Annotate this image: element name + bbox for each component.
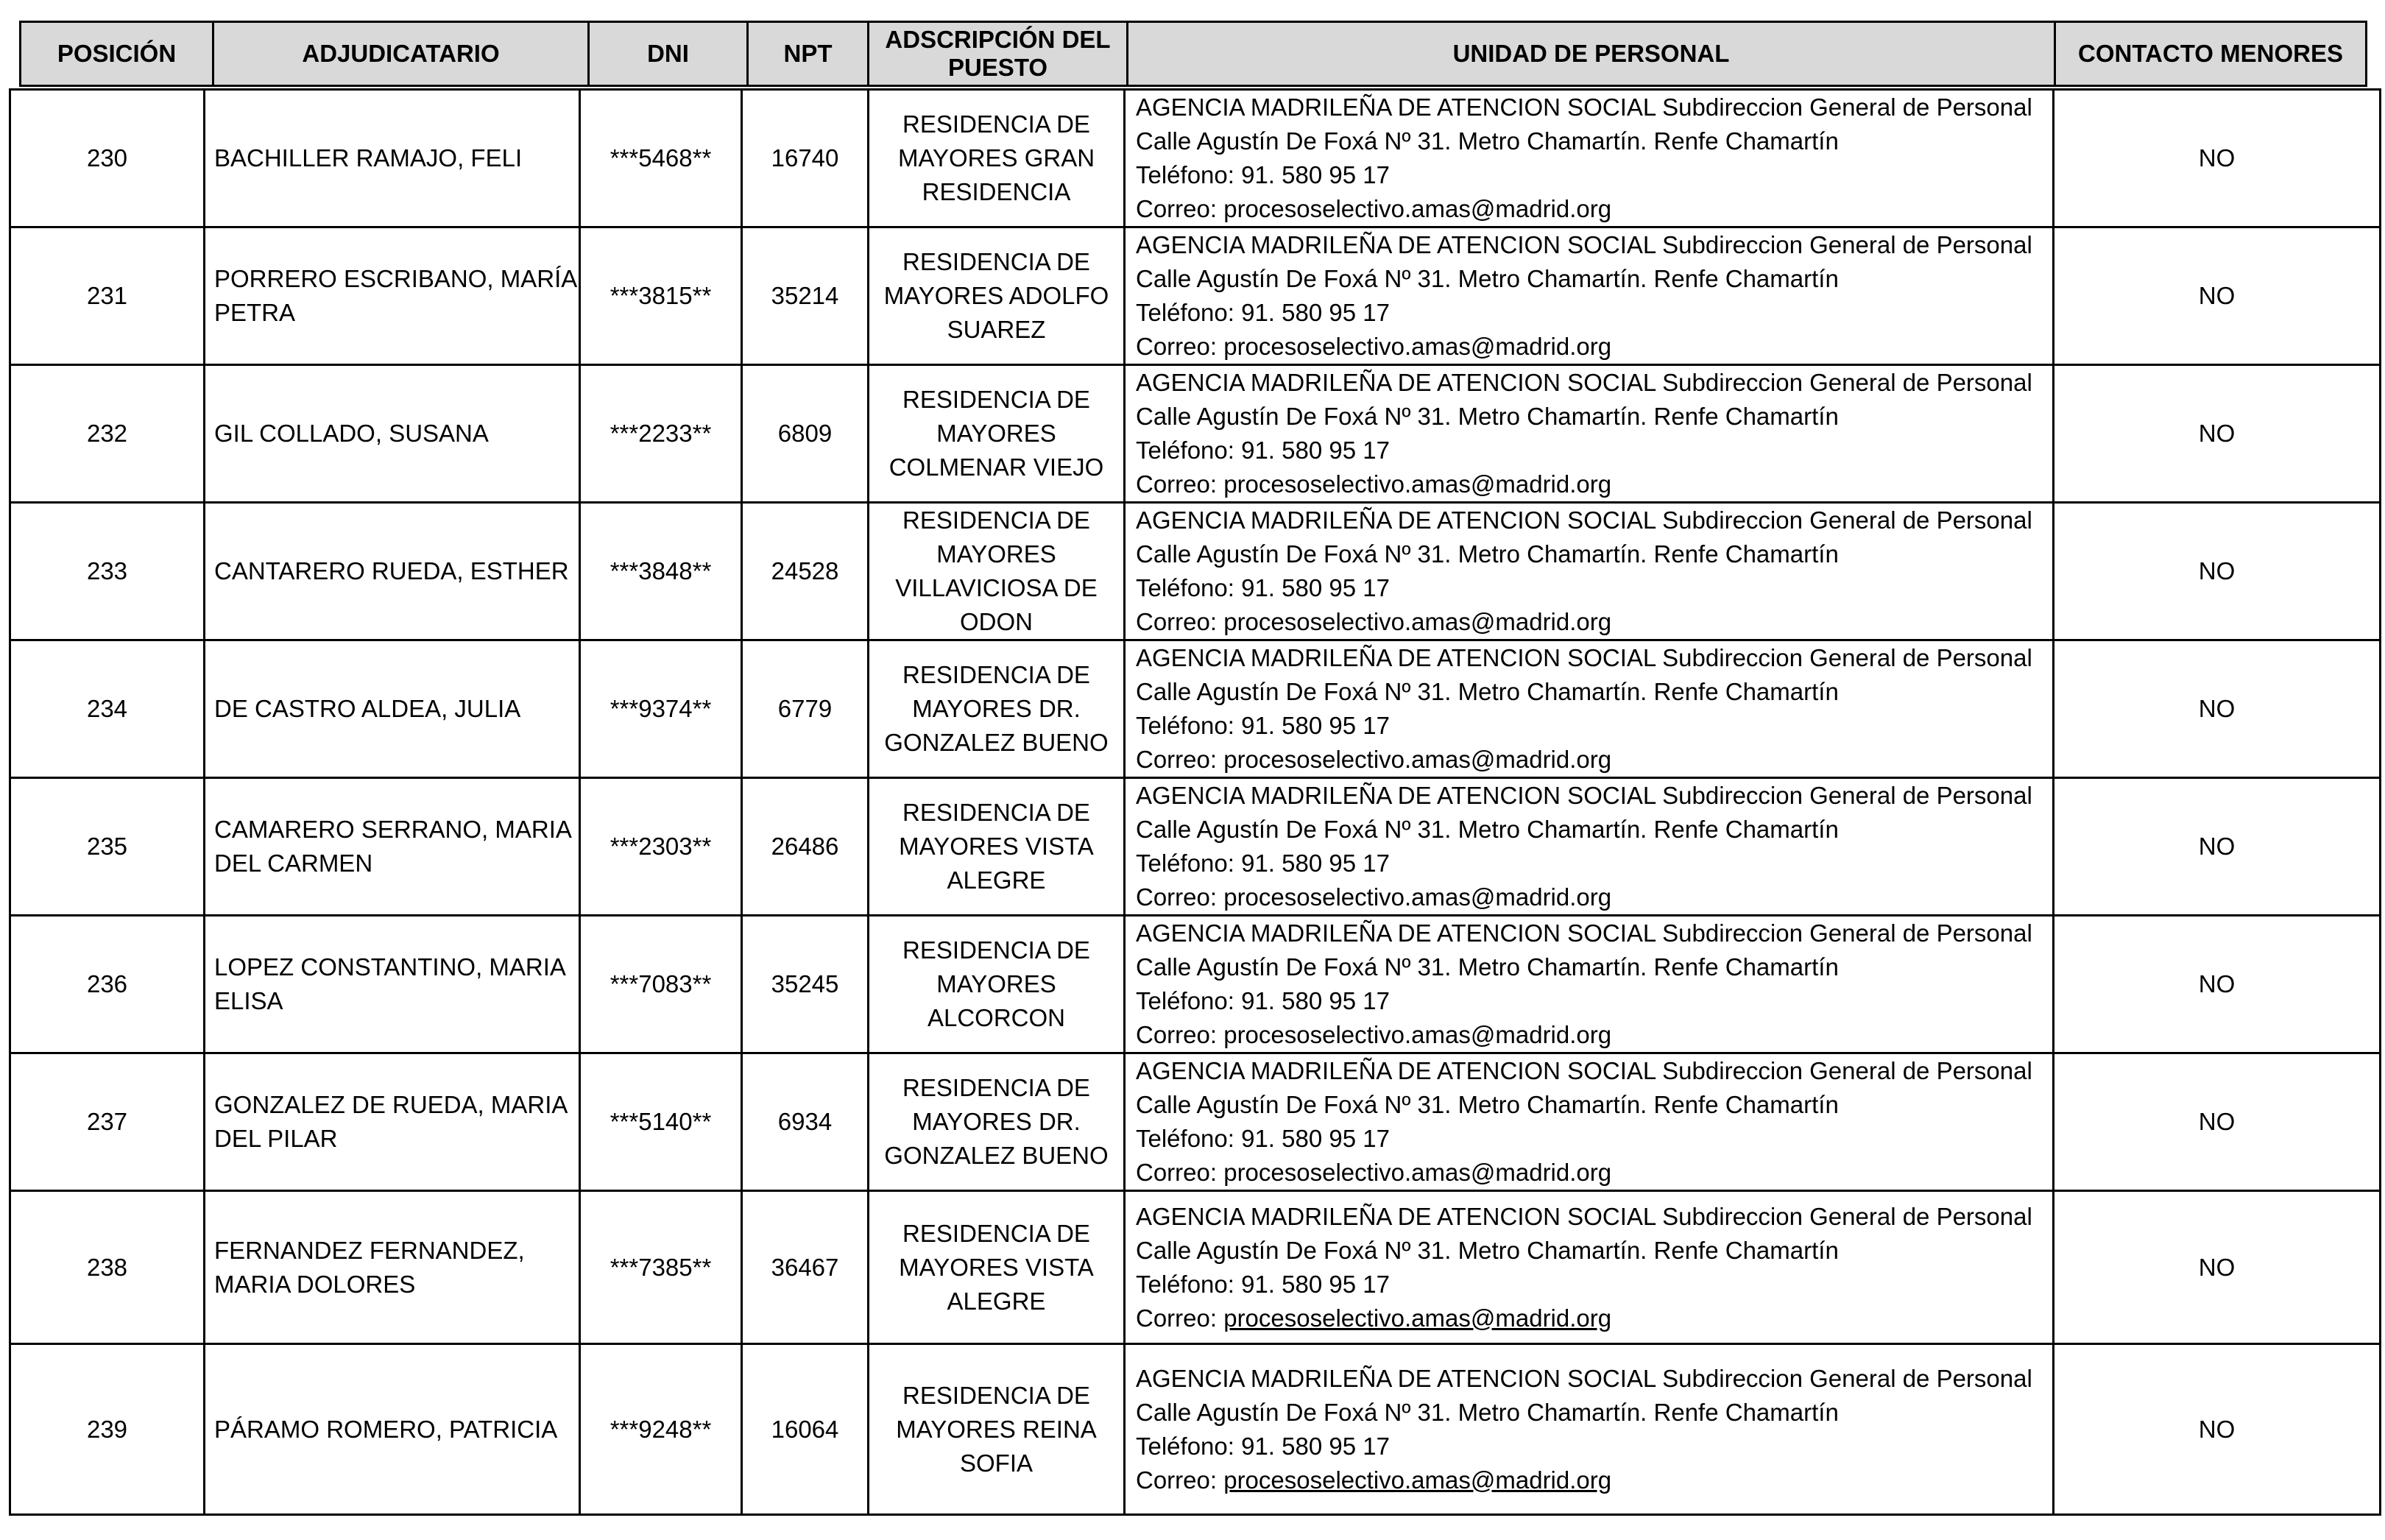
npt-cell: [742, 365, 869, 503]
table-body: [10, 90, 2381, 1515]
dni-value: ***7083**: [610, 970, 712, 997]
unidad-personal-cell: [1125, 1344, 2054, 1515]
npt-value: 6809: [777, 420, 833, 447]
dni-cell: [580, 916, 742, 1053]
posicion-value: 233: [86, 557, 128, 584]
adscripcion-line: RESIDENCIA DE: [902, 1074, 1090, 1101]
unidad-line-correo: [1136, 1463, 2052, 1497]
adscripcion-line: RESIDENCIA: [922, 178, 1071, 205]
header-adjudicatario: [212, 21, 587, 87]
unidad-personal-cell: [1125, 1053, 2054, 1191]
posicion-cell: [10, 1344, 205, 1515]
adscripcion-cell: [869, 365, 1125, 503]
adjudicatario-cell: [205, 1191, 580, 1344]
contacto-menores-cell: [2054, 365, 2381, 503]
npt-value: 26486: [771, 833, 839, 860]
header-posicion: [19, 21, 212, 87]
adscripcion-line: SOFIA: [959, 1449, 1034, 1477]
adjudicatario-line1: BACHILLER RAMAJO, FELI: [214, 144, 523, 172]
correo-label: Correo:: [1136, 883, 1224, 911]
dni-cell: [580, 778, 742, 916]
header-adjudicatario-label: ADJUDICATARIO: [302, 40, 500, 67]
contacto-menores-cell: [2054, 503, 2381, 640]
adscripcion-cell: [869, 916, 1125, 1053]
adjudicatario-line2: DEL CARMEN: [214, 850, 373, 877]
adjudicatario-line2: PETRA: [214, 299, 296, 326]
posicion-value: 239: [86, 1415, 128, 1443]
table-row: [10, 778, 2381, 916]
npt-cell: [742, 227, 869, 365]
unidad-personal-cell: [1125, 778, 2054, 916]
dni-cell: [580, 1191, 742, 1344]
adjudicatario-line1: CANTARERO RUEDA, ESTHER: [214, 557, 569, 584]
unidad-line-telefono: Teléfono: 91. 580 95 17: [1136, 1125, 1390, 1152]
unidad-line-direccion: Calle Agustín De Foxá Nº 31. Metro Chamartín. Renfe Chamartín: [1136, 1398, 1839, 1426]
dni-cell: [580, 227, 742, 365]
adjudicatario-cell: [205, 916, 580, 1053]
adjudicatario-cell: [205, 1344, 580, 1515]
table-row: [10, 916, 2381, 1053]
table-row: [10, 640, 2381, 778]
adscripcion-line: MAYORES DR.: [912, 695, 1081, 722]
posicion-cell: [10, 503, 205, 640]
header-contacto: [2054, 21, 2367, 87]
npt-cell: [742, 1191, 869, 1344]
unidad-line-agencia: AGENCIA MADRILEÑA DE ATENCION SOCIAL Subdireccion General de Personal: [1136, 369, 2032, 396]
adjudicatario-line1: GIL COLLADO, SUSANA: [214, 420, 489, 447]
unidad-line-correo: [1136, 605, 2052, 639]
npt-value: 36467: [771, 1253, 839, 1281]
table-row: [10, 503, 2381, 640]
posicion-cell: [10, 1053, 205, 1191]
npt-cell: [742, 640, 869, 778]
dni-value: ***5140**: [610, 1108, 712, 1135]
adscripcion-cell: [869, 778, 1125, 916]
header-contacto-label: CONTACTO MENORES: [2078, 40, 2343, 67]
contacto-menores-cell: [2054, 640, 2381, 778]
unidad-line-agencia: AGENCIA MADRILEÑA DE ATENCION SOCIAL Subdireccion General de Personal: [1136, 1057, 2032, 1084]
header-npt: [746, 21, 867, 87]
header-adscripcion-line2: PUESTO: [947, 54, 1048, 81]
posicion-value: 230: [86, 144, 128, 172]
unidad-line-direccion: Calle Agustín De Foxá Nº 31. Metro Chamartín. Renfe Chamartín: [1136, 678, 1839, 705]
unidad-personal-cell: [1125, 640, 2054, 778]
unidad-line-telefono: Teléfono: 91. 580 95 17: [1136, 1270, 1390, 1298]
adscripcion-line: MAYORES VISTA: [899, 1253, 1094, 1281]
adscripcion-line: ALCORCON: [927, 1004, 1066, 1031]
table-row: [10, 365, 2381, 503]
email-link[interactable]: procesoselectivo.amas@madrid.org: [1223, 1159, 1612, 1186]
adscripcion-line: SUAREZ: [947, 316, 1046, 343]
table-row: [10, 1191, 2381, 1344]
correo-label: Correo:: [1136, 608, 1224, 635]
dni-value: ***3848**: [610, 557, 712, 584]
adjudicatario-line2: ELISA: [214, 987, 283, 1014]
header-npt-label: NPT: [783, 40, 833, 67]
adscripcion-line: ALEGRE: [947, 866, 1046, 894]
posicion-cell: [10, 778, 205, 916]
unidad-line-direccion: Calle Agustín De Foxá Nº 31. Metro Chamartín. Renfe Chamartín: [1136, 403, 1839, 430]
header-dni-label: DNI: [647, 40, 689, 67]
unidad-line-agencia: AGENCIA MADRILEÑA DE ATENCION SOCIAL Subdireccion General de Personal: [1136, 782, 2032, 809]
adscripcion-cell: [869, 640, 1125, 778]
header-adscripcion-line1: ADSCRIPCIÓN DEL: [885, 26, 1111, 53]
contacto-menores-cell: [2054, 1191, 2381, 1344]
adscripcion-line: RESIDENCIA DE: [902, 386, 1090, 413]
adscripcion-line: ODON: [960, 608, 1033, 635]
unidad-line-correo: [1136, 1301, 2052, 1335]
contacto-menores-cell: [2054, 1344, 2381, 1515]
correo-label: Correo:: [1136, 195, 1224, 222]
table-row: [10, 1053, 2381, 1191]
npt-cell: [742, 503, 869, 640]
unidad-line-telefono: Teléfono: 91. 580 95 17: [1136, 161, 1390, 188]
correo-label: Correo:: [1136, 1466, 1224, 1494]
posicion-value: 234: [86, 695, 128, 722]
adscripcion-line: MAYORES ADOLFO: [883, 282, 1109, 309]
posicion-cell: [10, 227, 205, 365]
unidad-line-direccion: Calle Agustín De Foxá Nº 31. Metro Chamartín. Renfe Chamartín: [1136, 127, 1839, 155]
header-adscripcion: [867, 21, 1126, 87]
posicion-value: 236: [86, 970, 128, 997]
unidad-personal-cell: [1125, 227, 2054, 365]
correo-label: Correo:: [1136, 1304, 1224, 1332]
unidad-line-agencia: AGENCIA MADRILEÑA DE ATENCION SOCIAL Subdireccion General de Personal: [1136, 506, 2032, 534]
dni-value: ***5468**: [610, 144, 712, 172]
adjudicatario-cell: [205, 90, 580, 227]
adscripcion-line: RESIDENCIA DE: [902, 1219, 1090, 1247]
posicion-value: 235: [86, 833, 128, 860]
npt-value: 16740: [771, 144, 839, 172]
adjudicatario-cell: [205, 227, 580, 365]
unidad-line-direccion: Calle Agustín De Foxá Nº 31. Metro Chamartín. Renfe Chamartín: [1136, 1236, 1839, 1264]
posicion-cell: [10, 365, 205, 503]
dni-cell: [580, 1344, 742, 1515]
npt-value: 35245: [771, 970, 839, 997]
unidad-personal-cell: [1125, 90, 2054, 227]
adscripcion-line: MAYORES VISTA: [899, 833, 1094, 860]
adscripcion-line: MAYORES GRAN: [897, 144, 1095, 172]
adscripcion-line: RESIDENCIA DE: [902, 110, 1090, 138]
unidad-personal-cell: [1125, 1191, 2054, 1344]
dni-cell: [580, 1053, 742, 1191]
header-posicion-label: POSICIÓN: [57, 40, 177, 67]
unidad-line-correo: [1136, 1018, 2052, 1052]
posicion-cell: [10, 1191, 205, 1344]
unidad-line-direccion: Calle Agustín De Foxá Nº 31. Metro Chamartín. Renfe Chamartín: [1136, 540, 1839, 568]
adscripcion-line: ALEGRE: [947, 1287, 1046, 1315]
dni-value: ***2303**: [610, 833, 712, 860]
adjudicatario-line1: DE CASTRO ALDEA, JULIA: [214, 695, 521, 722]
adscripcion-line: VILLAVICIOSA DE: [895, 574, 1098, 601]
dni-cell: [580, 503, 742, 640]
correo-label: Correo:: [1136, 470, 1224, 498]
npt-value: 6779: [777, 695, 833, 722]
posicion-value: 237: [86, 1108, 128, 1135]
adjudicatario-cell: [205, 640, 580, 778]
unidad-line-agencia: AGENCIA MADRILEÑA DE ATENCION SOCIAL Subdireccion General de Personal: [1136, 919, 2032, 947]
contacto-menores-value: NO: [2198, 970, 2236, 997]
adscripcion-line: GONZALEZ BUENO: [884, 729, 1109, 756]
table-header: [19, 21, 2367, 87]
header-unidad-label: UNIDAD DE PERSONAL: [1452, 40, 1730, 67]
npt-value: 16064: [771, 1415, 839, 1443]
contacto-menores-value: NO: [2198, 695, 2236, 722]
contacto-menores-value: NO: [2198, 557, 2236, 584]
email-link[interactable]: procesoselectivo.amas@madrid.org: [1223, 1021, 1612, 1048]
dni-value: ***2233**: [610, 420, 712, 447]
adscripcion-line: RESIDENCIA DE: [902, 799, 1090, 826]
npt-cell: [742, 1053, 869, 1191]
adscripcion-line: MAYORES REINA: [896, 1415, 1097, 1443]
email-link[interactable]: procesoselectivo.amas@madrid.org: [1223, 195, 1612, 222]
unidad-line-direccion: Calle Agustín De Foxá Nº 31. Metro Chamartín. Renfe Chamartín: [1136, 1091, 1839, 1118]
posicion-cell: [10, 90, 205, 227]
contacto-menores-cell: [2054, 227, 2381, 365]
adscripcion-cell: [869, 1191, 1125, 1344]
contacto-menores-value: NO: [2198, 420, 2236, 447]
contacto-menores-value: NO: [2198, 833, 2236, 860]
posicion-cell: [10, 640, 205, 778]
contacto-menores-cell: [2054, 1053, 2381, 1191]
adscripcion-line: COLMENAR VIEJO: [888, 453, 1104, 481]
unidad-line-correo: [1136, 880, 2052, 914]
unidad-line-agencia: AGENCIA MADRILEÑA DE ATENCION SOCIAL Subdireccion General de Personal: [1136, 1364, 2032, 1392]
unidad-personal-cell: [1125, 916, 2054, 1053]
unidad-line-correo: [1136, 467, 2052, 501]
contacto-menores-value: NO: [2198, 144, 2236, 172]
unidad-line-telefono: Teléfono: 91. 580 95 17: [1136, 1432, 1390, 1460]
adscripcion-line: MAYORES DR.: [912, 1108, 1081, 1135]
unidad-line-correo: [1136, 192, 2052, 226]
contacto-menores-value: NO: [2198, 1253, 2236, 1281]
unidad-line-telefono: Teléfono: 91. 580 95 17: [1136, 850, 1390, 877]
posicion-value: 232: [86, 420, 128, 447]
adscripcion-cell: [869, 90, 1125, 227]
unidad-line-telefono: Teléfono: 91. 580 95 17: [1136, 437, 1390, 464]
unidad-line-direccion: Calle Agustín De Foxá Nº 31. Metro Chamartín. Renfe Chamartín: [1136, 953, 1839, 981]
unidad-line-telefono: Teléfono: 91. 580 95 17: [1136, 712, 1390, 739]
adjudicatario-cell: [205, 778, 580, 916]
dni-value: ***3815**: [610, 282, 712, 309]
email-link[interactable]: procesoselectivo.amas@madrid.org: [1223, 1466, 1612, 1494]
contacto-menores-cell: [2054, 778, 2381, 916]
posicion-value: 238: [86, 1253, 128, 1281]
dni-cell: [580, 90, 742, 227]
adjudicatario-line1: PÁRAMO ROMERO, PATRICIA: [214, 1415, 558, 1443]
table-row: [10, 1344, 2381, 1515]
adjudicatario-cell: [205, 365, 580, 503]
adscripcion-line: RESIDENCIA DE: [902, 936, 1090, 964]
npt-cell: [742, 778, 869, 916]
unidad-line-agencia: AGENCIA MADRILEÑA DE ATENCION SOCIAL Subdireccion General de Personal: [1136, 644, 2032, 671]
posicion-cell: [10, 916, 205, 1053]
unidad-personal-cell: [1125, 365, 2054, 503]
unidad-line-direccion: Calle Agustín De Foxá Nº 31. Metro Chamartín. Renfe Chamartín: [1136, 265, 1839, 292]
adjudicatario-line1: FERNANDEZ FERNANDEZ,: [214, 1236, 525, 1264]
unidad-line-correo: [1136, 330, 2052, 364]
adscripcion-line: RESIDENCIA DE: [902, 506, 1090, 534]
adscripcion-line: GONZALEZ BUENO: [884, 1142, 1109, 1169]
contacto-menores-value: NO: [2198, 1108, 2236, 1135]
adjudicatario-line1: PORRERO ESCRIBANO, MARÍA: [214, 265, 578, 292]
adscripcion-cell: [869, 1344, 1125, 1515]
correo-label: Correo:: [1136, 333, 1224, 360]
email-link[interactable]: procesoselectivo.amas@madrid.org: [1223, 1304, 1612, 1332]
unidad-line-agencia: AGENCIA MADRILEÑA DE ATENCION SOCIAL Subdireccion General de Personal: [1136, 93, 2032, 121]
dni-value: ***7385**: [610, 1253, 712, 1281]
header-unidad: [1126, 21, 2054, 87]
contacto-menores-value: NO: [2198, 1415, 2236, 1443]
unidad-line-telefono: Teléfono: 91. 580 95 17: [1136, 574, 1390, 601]
dni-value: ***9248**: [610, 1415, 712, 1443]
adscripcion-line: RESIDENCIA DE: [902, 1381, 1090, 1409]
adscripcion-line: MAYORES: [936, 970, 1056, 997]
adjudicatario-line2: DEL PILAR: [214, 1125, 338, 1152]
npt-value: 6934: [777, 1108, 833, 1135]
npt-value: 24528: [771, 557, 839, 584]
unidad-line-agencia: AGENCIA MADRILEÑA DE ATENCION SOCIAL Subdireccion General de Personal: [1136, 231, 2032, 258]
unidad-personal-cell: [1125, 503, 2054, 640]
email-link[interactable]: procesoselectivo.amas@madrid.org: [1223, 883, 1612, 911]
correo-label: Correo:: [1136, 1159, 1224, 1186]
adjudicatario-line1: LOPEZ CONSTANTINO, MARIA: [214, 953, 566, 981]
adjudicaciones-table: [9, 88, 2381, 1516]
unidad-line-correo: [1136, 743, 2052, 777]
unidad-line-telefono: Teléfono: 91. 580 95 17: [1136, 987, 1390, 1014]
header-dni: [587, 21, 746, 87]
adscripcion-line: MAYORES: [936, 540, 1056, 568]
adscripcion-line: MAYORES: [936, 420, 1056, 447]
adscripcion-line: RESIDENCIA DE: [902, 661, 1090, 688]
npt-cell: [742, 90, 869, 227]
adjudicatario-line1: GONZALEZ DE RUEDA, MARIA: [214, 1091, 568, 1118]
adjudicatario-cell: [205, 1053, 580, 1191]
unidad-line-correo: [1136, 1156, 2052, 1190]
unidad-line-direccion: Calle Agustín De Foxá Nº 31. Metro Chamartín. Renfe Chamartín: [1136, 816, 1839, 843]
unidad-line-telefono: Teléfono: 91. 580 95 17: [1136, 299, 1390, 326]
correo-label: Correo:: [1136, 1021, 1224, 1048]
contacto-menores-cell: [2054, 90, 2381, 227]
table-row: [10, 90, 2381, 227]
correo-label: Correo:: [1136, 746, 1224, 773]
adjudicatario-line1: CAMARERO SERRANO, MARIA: [214, 816, 572, 843]
adjudicatario-cell: [205, 503, 580, 640]
table-row: [10, 227, 2381, 365]
adscripcion-cell: [869, 503, 1125, 640]
npt-value: 35214: [771, 282, 839, 309]
adscripcion-cell: [869, 1053, 1125, 1191]
dni-cell: [580, 640, 742, 778]
email-link[interactable]: procesoselectivo.amas@madrid.org: [1223, 608, 1612, 635]
email-link[interactable]: procesoselectivo.amas@madrid.org: [1223, 470, 1612, 498]
unidad-line-agencia: AGENCIA MADRILEÑA DE ATENCION SOCIAL Subdireccion General de Personal: [1136, 1202, 2032, 1230]
dni-value: ***9374**: [610, 695, 712, 722]
adscripcion-cell: [869, 227, 1125, 365]
adscripcion-line: RESIDENCIA DE: [902, 248, 1090, 275]
contacto-menores-cell: [2054, 916, 2381, 1053]
contacto-menores-value: NO: [2198, 282, 2236, 309]
adjudicatario-line2: MARIA DOLORES: [214, 1270, 416, 1298]
npt-cell: [742, 916, 869, 1053]
email-link[interactable]: procesoselectivo.amas@madrid.org: [1223, 746, 1612, 773]
posicion-value: 231: [86, 282, 128, 309]
dni-cell: [580, 365, 742, 503]
npt-cell: [742, 1344, 869, 1515]
email-link[interactable]: procesoselectivo.amas@madrid.org: [1223, 333, 1612, 360]
